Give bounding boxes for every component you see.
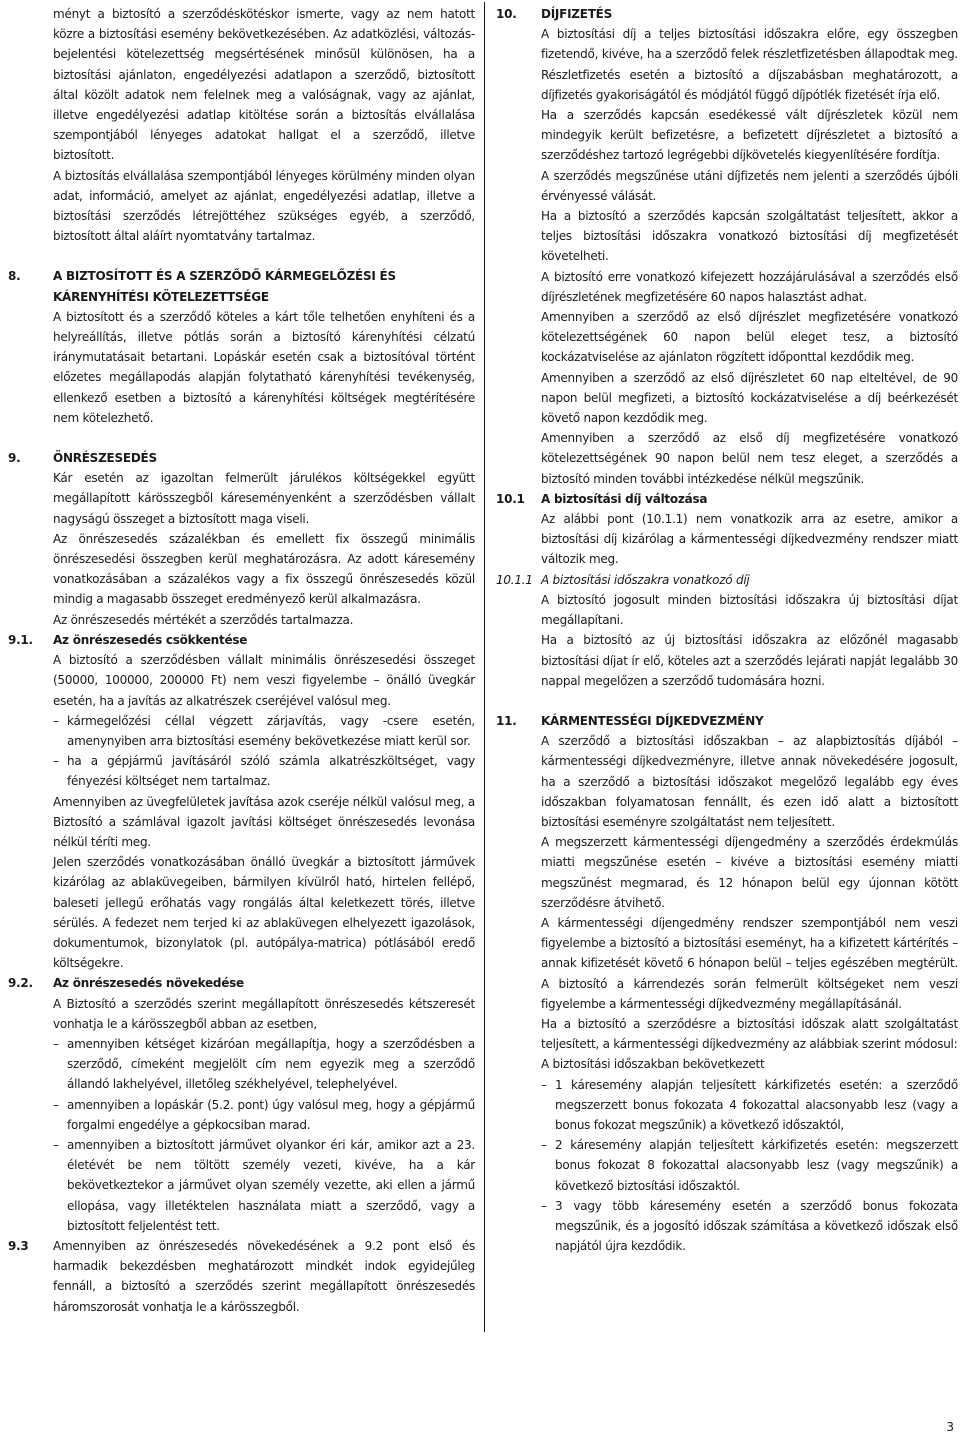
dash-bullet: – [541, 1077, 547, 1092]
section-9-paragraph-1: Kár esetén az igazoltan felmerült járulékos költségekkel együtt megállapított kárösszegből káreseményenként a szerződésben vállalt nagyságú összeget a biztosított maga viseli. [53, 471, 475, 526]
dash-bullet: – [541, 1138, 547, 1153]
section-9-3-number: 9.3 [8, 1238, 29, 1253]
section-10-paragraph-1: A biztosítási díj a teljes biztosítási időszakra előre, egy összegben fizetendő, kivéve, ha a szerződő felek részletfizetésben állapodtak meg. Részletfizetés esetén a biztosító a díjszabásban meghatározott, a díjfizetés gyakoriságától és módjától függő díjpótlék fizetését írja elő. [541, 27, 958, 102]
section-11-list-item-1 [496, 1075, 958, 1136]
section-9-number: 9. [8, 451, 21, 466]
section-11-list-item-3 [496, 1196, 958, 1257]
dash-bullet: – [53, 754, 59, 769]
section-10-1-title: A biztosítási díj változása [541, 491, 708, 506]
right-column [496, 4, 958, 1256]
section-9-2-title: Az önrészesedés növekedése [53, 976, 244, 991]
section-9-2-paragraph-1: A Biztosító a szerződés szerint megállapított önrészesedés kétszeresét vonhatja le a kárösszegből abban az esetben, [53, 996, 475, 1031]
section-10-paragraph-2: Ha a szerződés kapcsán esedékessé vált díjrészletek közül nem mindegyik került befizetésre, a befizetett díjrészletet a biztosító a szerződéshez tartozó legrégebbi díjkövetelés kiegyenlítésére fordítja. [541, 108, 958, 163]
list-item-text: amennyiben kétséget kizáróan megállapítja, hogy a szerződésben a szerződő, címeként megjelölt cím nem egyezik meg a szerződő állandó lakhelyével, illetőleg székhelyével, telephelyével. [67, 1036, 475, 1092]
section-9-1-list-item-1 [8, 711, 475, 751]
section-9-3-block [8, 1236, 475, 1317]
section-9-1-paragraph-2: Amennyiben az üvegfelületek javítása azok cseréje nélkül valósul meg, a Biztosító a számlával igazolt javítási költséget önrészesedés levonása nélkül téríti meg. [53, 794, 475, 849]
section-10-1-number: 10.1 [496, 491, 525, 506]
intro-paragraph-1: ményt a biztosító a szerződéskötéskor ismerte, vagy az nem hatott közre a biztosítási esemény bekövetkezésében. Az adatközlési, változás-bejelentési kötelezettség megsértésének minősül különösen, ha a biztosítási ajánlaton, engedélyezési adatlapon a szerződő, biztosított által közölt adatok nem felelnek meg a valóságnak, vagy az ajánlat, illetve engedélyezési adatlap kitöltése során a biztosítás elvállalása szempontjából lényeges adatokat hallgat el a szerződő, illetve biztosított. [53, 7, 475, 163]
section-9-1-paragraph-3: Jelen szerződés vonatkozásában önálló üvegkár a biztosított járművek kizárólag az ablaküvegeiben, bármilyen kívülről ható, hirtelen fellépő, baleseti jellegű erőhatás vagy rongálás által keletkezett törés, illetve sérülés. A fedezet nem terjed ki az ablaküvegen elhelyezett igazolások, dokumentumok, bizonylatok (pl. autópálya-matrica) pótlásából eredő költségekre. [53, 855, 475, 971]
section-9-1-list-item-2 [8, 751, 475, 791]
section-8-paragraph: A biztosított és a szerződő köteles a kárt tőle telhetően enyhíteni és a helyreállítás, illetve pótlás során a biztosító kárenyhítési célzatú iránymutatásait betartani. Lopáskár esetén csak a biztosítóval történt előzetes megállapodás alapján folytatható kárenyhítési tevékenység, ellenkező esetben a biztosító a kárenyhítési költségek megtérítésére nem kötelezhető. [53, 309, 475, 425]
section-11-number: 11. [496, 713, 517, 728]
section-10-heading [496, 4, 958, 24]
section-11-title: KÁRMENTESSÉGI DÍJKEDVEZMÉNY [541, 713, 764, 728]
section-10-paragraph-7: Amennyiben a szerződő az első díjrészletet 60 nap elteltével, de 90 napon belül megfizeti, a biztosító kockázatviselése a díj beérkezését követő napon kezdődik meg. [541, 370, 958, 426]
column-divider [484, 2, 485, 1332]
section-9-1-number: 9.1. [8, 632, 33, 647]
dash-bullet: – [53, 713, 59, 728]
section-9-paragraph-3: Az önrészesedés mértékét a szerződés tartalmazza. [53, 612, 354, 627]
section-10-number: 10. [496, 7, 517, 21]
section-11-paragraph-5: A biztosítási időszakban bekövetkezett [541, 1057, 765, 1072]
section-10-1-1-number: 10.1.1 [496, 572, 533, 587]
section-9-2-number: 9.2. [8, 976, 33, 991]
list-item-text: ha a gépjármű javításáról szóló számla alkatrészköltséget, vagy fényezési költséget nem tartalmaz. [67, 754, 475, 789]
list-item-text: 3 vagy több káresemény esetén a szerződő bonus fokozata megszűnik, és a jogosító időszak számítása a következő időszak első napjától újra kezdődik. [555, 1198, 958, 1254]
section-9-2-list-item-1 [8, 1034, 475, 1095]
section-9-1-title: Az önrészesedés csökkentése [53, 632, 248, 647]
section-10-title: DÍJFIZETÉS [541, 7, 612, 21]
section-11-heading [496, 711, 958, 731]
section-11-paragraph-3: A kármentességi díjengedmény rendszer szempontjából nem veszi figyelembe a biztosító a biztosítási eseményt, ha a kifizetett kártérítés – annak kifizetését követő 6 hónapon belül – teljes egészében megtérült. A biztosító a kárrendezés során felmerült költségeket nem veszi figyelembe a kármentességi díjkedvezmény megállapításánál. [541, 915, 958, 1011]
list-item-text: 1 káresemény alapján teljesített kárkifizetés esetén: a szerződő megszerzett bonus fokozata 4 fokozattal alacsonyabb lesz (vagy a bonus fokozat megszűnik) a következő időszaktól, [555, 1077, 958, 1132]
section-9-paragraph-2: Az önrészesedés százalékban és emellett fix összegű minimális önrészesedési összegben kerül meghatározásra. Az adott káresemény vonatkozásában a százalékos vagy a fix összegű önrészesedés közül mindig a magasabb összeget eredményező kerül alkalmazásra. [53, 531, 475, 607]
section-9-heading [8, 448, 475, 468]
left-column [8, 4, 475, 1317]
section-10-1-heading [496, 489, 958, 509]
section-10-paragraph-8: Amennyiben a szerződő az első díj megfizetésére vonatkozó kötelezettségének 90 napon belül nem tesz eleget, a szerződés a biztosító minden további intézkedése nélkül megszűnik. [541, 431, 958, 486]
list-item-text: amennyiben a biztosított járművet olyankor éri kár, amikor azt a 23. életévét be nem töltött személy vezeti, kivéve, ha a kár bekövetkeztekor a járművet olyan személy vezette, aki ellen a jármű ellopása, vagy illetéktelen használata miatt a szerződő, vagy a biztosított feljelentést tett. [67, 1137, 475, 1233]
section-9-2-list-item-3 [8, 1135, 475, 1236]
section-10-paragraph-6: Amennyiben a szerződő az első díjrészlet megfizetésére vonatkozó kötelezettségének 60 napon belül eleget tesz, a biztosító kockázatviselése az ajánlaton rögzített időponttal kezdődik meg. [541, 310, 958, 365]
section-8-title: A BIZTOSÍTOTT ÉS A SZERZŐDŐ KÁRMEGELŐZÉSI ÉS KÁRENYHÍTÉSI KÖTELEZETTSÉGE [53, 269, 396, 304]
section-10-1-1-paragraph-1: A biztosító jogosult minden biztosítási időszakra új biztosítási díjat megállapítani. [541, 592, 958, 628]
section-11-paragraph-4: Ha a biztosító a szerződésre a biztosítási időszak alatt szolgáltatást teljesített, a kármentességi díjkedvezmény az alábbiak szerint módosul: [541, 1016, 958, 1052]
section-9-2-list-item-2 [8, 1095, 475, 1135]
section-10-paragraph-3: A szerződés megszűnése utáni díjfizetés nem jelenti a szerződés újbóli érvényessé válását. [541, 168, 958, 203]
section-8-heading [8, 266, 475, 306]
section-9-1-paragraph-1: A biztosító a szerződésben vállalt minimális önrészesedési összeget (50000, 100000, 200000 Ft) nem veszi figyelembe – önálló üvegkár esetén, ha a javítás az alkatrészek cseréjével valósul meg. [53, 653, 475, 708]
page-number: 3 [946, 1420, 954, 1434]
dash-bullet: – [541, 1198, 547, 1213]
dash-bullet: – [53, 1137, 59, 1152]
section-10-1-1-title: A biztosítási időszakra vonatkozó díj [541, 572, 750, 587]
list-item-text: 2 káresemény alapján teljesített kárkifizetés esetén: megszerzett bonus fokozat 8 fokozattal alacsonyabb lesz (vagy megszűnik) a következő biztosítási időszaktól. [555, 1138, 958, 1193]
section-10-1-1-paragraph-2: Ha a biztosító az új biztosítási időszakra az előzőnél magasabb biztosítási díjat ír elő, köteles azt a szerződés lejárati napját legalább 30 nappal megelőzen a szerződő tudomására hozni. [541, 633, 958, 688]
section-11-paragraph-2: A megszerzett kármentességi díjengedmény a szerződés érdekmúlás miatti megszűnése esetén – kivéve a biztosítási esemény miatti megszűnést megmarad, és 12 hónapon belül egy újonnan kötött szerződésre átvihető. [541, 835, 958, 910]
list-item-text: amennyiben a lopáskár (5.2. pont) úgy valósul meg, hogy a gépjármű forgalmi engedélye a gépkocsiban marad. [67, 1097, 475, 1132]
dash-bullet: – [53, 1036, 59, 1051]
intro-paragraph-2: A biztosítás elvállalása szempontjából lényeges körülmény minden olyan adat, információ, amelyet az ajánlat, engedélyezési adatlap, illetve a biztosítási szerződés létrejöttéhez szükséges egyéb, a szerződő, biztosított által aláírt nyomtatvány tartalmaz. [53, 168, 475, 244]
section-10-paragraph-4: Ha a biztosító a szerződés kapcsán szolgáltatást teljesített, akkor a teljes biztosítási időszakra vonatkozó biztosítási díj megfizetését követelheti. [541, 209, 958, 264]
section-10-1-1-heading [496, 570, 958, 590]
section-10-1-paragraph: Az alábbi pont (10.1.1) nem vonatkozik arra az esetre, amikor a biztosítási díj kizárólag a kármentességi díjkedvezmény rendszer miatt változik meg. [541, 512, 958, 567]
section-11-list-item-2 [496, 1135, 958, 1196]
section-9-title: ÖNRÉSZESEDÉS [53, 451, 157, 466]
section-9-1-heading [8, 630, 475, 650]
section-10-paragraph-5: A biztosító erre vonatkozó kifejezett hozzájárulásával a szerződés első díjrészletének megfizetésére 60 napos halasztást adhat. [541, 269, 958, 304]
section-9-2-heading [8, 973, 475, 993]
section-9-3-paragraph: Amennyiben az önrészesedés növekedésének a 9.2 pont első és harmadik bekezdésben meghatározott mindkét indok egyidejűleg fennáll, a biztosító a szerződés szerint megállapított önrészesedés háromszorosát vonhatja le a kárösszegből. [53, 1238, 475, 1314]
list-item-text: kármegelőzési céllal végzett zárjavítás, vagy -csere esetén, amenynyiben arra biztosítási esemény bekövetkezése miatt kerül sor. [67, 713, 475, 748]
section-11-paragraph-1: A szerződő a biztosítási időszakban – az alapbiztosítás díjából – kármentességi díjkedvezményre, illetve annak növekedésére jogosult, ha a szerződő a biztosítási időszakot megelőző legalább egy éves időszakban folyamatosan fennállt, és ezen idő alatt a biztosított biztosítási eseményre szolgáltatást nem teljesített. [541, 734, 958, 829]
section-8-number: 8. [8, 269, 21, 284]
dash-bullet: – [53, 1097, 59, 1112]
